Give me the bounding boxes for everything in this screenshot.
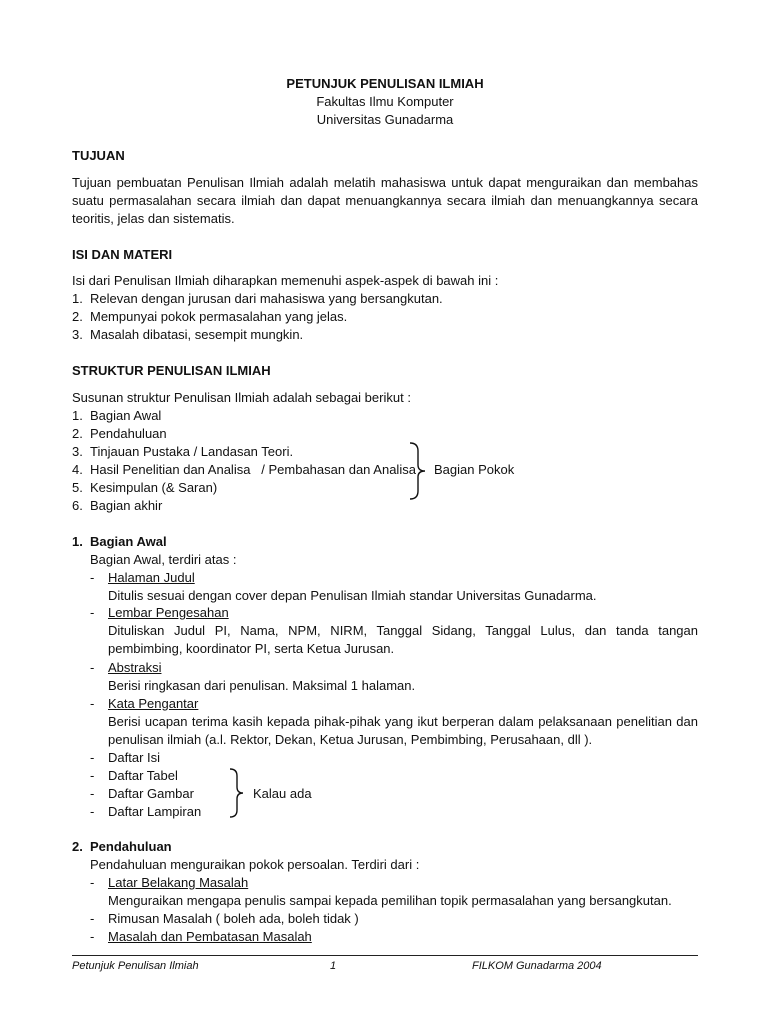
struktur-item-text: Bagian Awal <box>90 408 162 423</box>
dash-bullet: - <box>90 696 95 711</box>
item-description: Berisi ringkasan dari penulisan. Maksimal 1 halaman. <box>108 678 416 693</box>
list-item-rumusan-masalah <box>90 910 359 928</box>
struktur-item <box>72 407 161 425</box>
subsection-title: Pendahuluan <box>90 839 172 854</box>
subsection-number: 2. <box>72 839 83 854</box>
faculty-name: Fakultas Ilmu Komputer <box>316 94 454 109</box>
isi-item-number: 2. <box>72 309 83 324</box>
item-description: Ditulis sesuai dengan cover depan Penulisan Ilmiah standar Universitas Gunadarma. <box>108 588 597 603</box>
item-title: Lembar Pengesahan <box>108 605 229 620</box>
struktur-item-text: Hasil Penelitian dan Analisa / Pembahasan dan Analisa <box>90 462 416 477</box>
item-title: Kata Pengantar <box>108 696 199 711</box>
right-brace-icon <box>408 441 430 501</box>
struktur-intro: Susunan struktur Penulisan Ilmiah adalah sebagai berikut : <box>72 390 411 405</box>
bagian-pokok-label: Bagian Pokok <box>434 462 515 477</box>
item-title: Latar Belakang Masalah <box>108 875 249 890</box>
isi-item <box>72 308 347 326</box>
dash-bullet: - <box>90 750 95 765</box>
pendahuluan-intro: Pendahuluan menguraikan pokok persoalan. Terdiri dari : <box>90 857 420 872</box>
subsection-heading-pendahuluan <box>72 838 172 856</box>
dash-bullet: - <box>90 605 95 620</box>
list-item-daftar <box>90 767 178 785</box>
list-item-daftar <box>90 803 201 821</box>
isi-item-text: Masalah dibatasi, sesempit mungkin. <box>90 327 304 342</box>
item-description: Menguraikan mengapa penulis sampai kepada pemilihan topik permasalahan yang bersangkutan. <box>108 893 672 908</box>
footer-divider <box>72 955 698 956</box>
isi-item <box>72 326 303 344</box>
list-item-masalah-pembatasan <box>90 928 312 946</box>
list-item-kata-pengantar <box>90 695 198 713</box>
item-description: Dituliskan Judul PI, Nama, NPM, NIRM, Tanggal Sidang, Tanggal Lulus, dan tanda tangan pembimbing, koordinator PI, serta Ketua Jurusan. <box>108 623 698 656</box>
bagian-awal-intro: Bagian Awal, terdiri atas : <box>90 552 237 567</box>
struktur-item-number: 2. <box>72 426 83 441</box>
section-heading-isi: ISI DAN MATERI <box>72 247 173 262</box>
list-item-lembar-pengesahan <box>90 604 229 622</box>
dash-bullet: - <box>90 804 95 819</box>
struktur-item-number: 3. <box>72 444 83 459</box>
item-title: Daftar Gambar <box>108 786 194 801</box>
section-heading-struktur: STRUKTUR PENULISAN ILMIAH <box>72 363 271 378</box>
struktur-item-number: 4. <box>72 462 83 477</box>
dash-bullet: - <box>90 786 95 801</box>
kalau-ada-label: Kalau ada <box>253 786 312 801</box>
item-title: Daftar Tabel <box>108 768 178 783</box>
subsection-number: 1. <box>72 534 83 549</box>
dash-bullet: - <box>90 570 95 585</box>
struktur-item-number: 6. <box>72 498 83 513</box>
right-brace-icon <box>228 767 248 819</box>
struktur-item-text: Pendahuluan <box>90 426 167 441</box>
item-title: Abstraksi <box>108 660 162 675</box>
dash-bullet: - <box>90 911 95 926</box>
isi-item <box>72 290 443 308</box>
struktur-item-text: Kesimpulan (& Saran) <box>90 480 218 495</box>
struktur-item <box>72 425 167 443</box>
struktur-item <box>72 461 416 479</box>
isi-item-number: 3. <box>72 327 83 342</box>
item-title: Rimusan Masalah ( boleh ada, boleh tidak ) <box>108 911 359 926</box>
isi-item-number: 1. <box>72 291 83 306</box>
struktur-item <box>72 443 293 461</box>
section-heading-tujuan: TUJUAN <box>72 148 125 163</box>
item-description: Berisi ucapan terima kasih kepada pihak-pihak yang ikut berperan dalam pelaksanaan penelitian dan penulisan ilmiah (a.l. Rektor, Dekan, Ketua Jurusan, Pembimbing, Perusahaan, dll ). <box>108 714 698 747</box>
struktur-item-number: 5. <box>72 480 83 495</box>
struktur-item-text: Tinjauan Pustaka / Landasan Teori. <box>90 444 294 459</box>
subsection-title: Bagian Awal <box>90 534 167 549</box>
dash-bullet: - <box>90 875 95 890</box>
subsection-heading-bagian-awal <box>72 533 167 551</box>
document-title: PETUNJUK PENULISAN ILMIAH <box>286 76 484 91</box>
struktur-item <box>72 479 217 497</box>
university-name: Universitas Gunadarma <box>316 112 454 127</box>
item-title: Halaman Judul <box>108 570 195 585</box>
list-item-daftar <box>90 749 160 767</box>
item-title: Masalah dan Pembatasan Masalah <box>108 929 312 944</box>
struktur-item <box>72 497 162 515</box>
isi-item-text: Mempunyai pokok permasalahan yang jelas. <box>90 309 348 324</box>
list-item-latar-belakang <box>90 874 248 892</box>
item-title: Daftar Lampiran <box>108 804 202 819</box>
dash-bullet: - <box>90 768 95 783</box>
isi-item-text: Relevan dengan jurusan dari mahasiswa yang bersangkutan. <box>90 291 443 306</box>
tujuan-paragraph: Tujuan pembuatan Penulisan Ilmiah adalah melatih mahasiswa untuk dapat menguraikan dan membahas suatu permasalahan secara ilmiah dan dapat menuangkannya secara ilmiah dan menuangkannya secara teoritis, jelas dan sistematis. <box>72 175 698 226</box>
footer-right: FILKOM Gunadarma 2004 <box>472 960 602 972</box>
struktur-item-number: 1. <box>72 408 83 423</box>
dash-bullet: - <box>90 660 95 675</box>
footer-left: Petunjuk Penulisan Ilmiah <box>72 960 199 972</box>
list-item-halaman-judul <box>90 569 195 587</box>
page-number: 1 <box>330 960 337 972</box>
list-item-abstraksi <box>90 659 161 677</box>
list-item-daftar <box>90 785 194 803</box>
isi-intro: Isi dari Penulisan Ilmiah diharapkan memenuhi aspek-aspek di bawah ini : <box>72 273 499 288</box>
item-title: Daftar Isi <box>108 750 161 765</box>
struktur-item-text: Bagian akhir <box>90 498 163 513</box>
dash-bullet: - <box>90 929 95 944</box>
